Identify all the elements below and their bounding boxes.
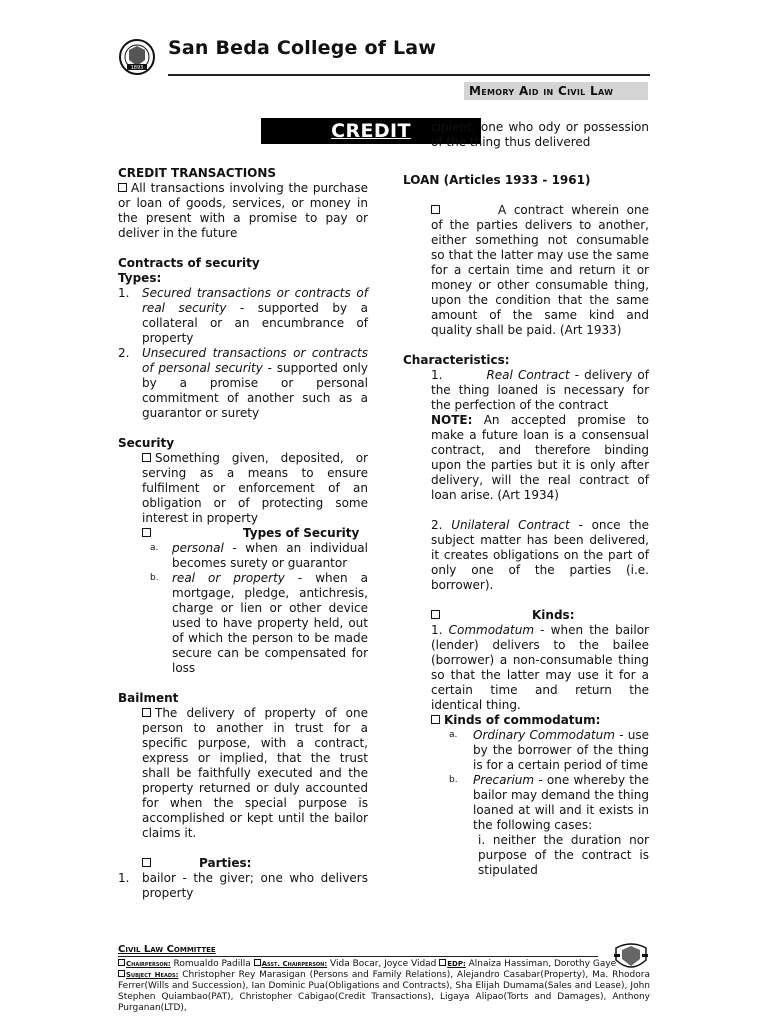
checkbox-bullet-icon — [431, 610, 440, 619]
footer — [118, 944, 650, 1014]
list-item: b. real or property - when a mortgage, pledge, antichresis, charge or lien or other device used to have property held, out of which the person to be made secure can be compensated for loss — [150, 571, 368, 675]
list-item: 1. Commodatum - when the bailor (lender) delivers to the bailee (borrower) a non-consumable thing so that the latter may use it for a certain time and return the identical thing. — [431, 623, 649, 712]
footer-divider — [118, 956, 598, 957]
list-item: a. Ordinary Commodatum - use by the borrower of the thing is for a certain period of time — [449, 728, 649, 772]
list-item: a. personal - when an individual becomes surety or guarantor — [150, 541, 368, 570]
svg-text:1893: 1893 — [130, 65, 144, 71]
memory-aid-label: Memory Aid in Civil Law — [464, 82, 648, 100]
list-item: b. Precarium - one whereby the bailor may demand the thing loaned at will and it exists in the following cases: — [449, 773, 649, 832]
right-column — [403, 120, 649, 878]
checkbox-bullet-icon — [142, 708, 151, 717]
list-item: i. neither the duration nor purpose of the contract is stipulated — [478, 833, 649, 877]
college-seal-icon — [118, 38, 156, 76]
checkbox-bullet-icon — [118, 183, 127, 192]
committee-title: Civil Law Committee — [118, 944, 216, 955]
list-item: 2. Unilateral Contract - once the subject matter has been delivered, it creates obligations on the part of only one of the parties (i.e. borrower). — [431, 518, 649, 592]
checkbox-bullet-icon — [431, 715, 440, 724]
left-column — [118, 166, 368, 901]
header-divider — [168, 74, 650, 76]
committee-officers: Chairperson: Romualdo Padilla Asst. Chairperson: Vida Bocar, Joyce Vidad EDP: Alnaiza Hassiman, Dorothy Gaye — [118, 959, 650, 970]
checkbox-bullet-icon — [118, 970, 125, 977]
section-heading: CREDIT TRANSACTIONS — [118, 166, 277, 180]
page-title: CREDIT TRANSACTIONS — [261, 118, 481, 144]
subject-heads: Subject Heads: Christopher Rey Marasigan (Persons and Family Relations), Alejandro Casabar(Property), Ma. Rhodora Ferrer(Wills and Succession), Ian Dominic Pua(Obligations and Contracts), Sha Elijah Dumama(Sales and Lease), John Stephen Quiambao(PAT), Christopher Cabigao(Credit Transactions), Ligaya Alipao(Torts and Damages), Anthony Purganan(LTD), — [118, 970, 650, 1013]
checkbox-bullet-icon — [254, 959, 261, 966]
continued-text: cipient; one who ody or possession of the thing thus delivered — [431, 120, 649, 149]
committee-seal-icon — [612, 940, 650, 974]
subheading: Types: — [118, 271, 162, 285]
list-item: 1. Real Contract - delivery of the thing loaned is necessary for the perfection of the contract — [431, 368, 649, 412]
checkbox-bullet-icon — [142, 858, 151, 867]
checkbox-bullet-icon — [142, 528, 151, 537]
checkbox-bullet-icon — [439, 959, 446, 966]
note: NOTE: An accepted promise to make a future loan is a consensual contract, and therefore binding upon the parties but it is only after delivery, will the real contract of loan arise. (Art 1934) — [431, 413, 649, 502]
subheading: Contracts of security — [118, 256, 260, 270]
definition: The delivery of property of one person to another in trust for a specific purpose, with a contract, express or implied, that the trust shall be faithfully executed and the property returned or duly accounted for when the special purpose is accomplished or kept until the bailor claims it. — [142, 706, 368, 840]
list-item: 1. Secured transactions or contracts of real security - supported by a collateral or an encumbrance of property — [118, 286, 368, 345]
subheading: Bailment — [118, 691, 179, 705]
definition: All transactions involving the purchase or loan of goods, services, or money in the present with a promise to pay or deliver in the future — [118, 181, 368, 240]
section-heading: LOAN (Articles 1933 - 1961) — [403, 173, 591, 187]
subheading: Parties: — [118, 856, 368, 871]
checkbox-bullet-icon — [142, 453, 151, 462]
definition: Something given, deposited, or serving as a means to ensure fulfilment or enforcement of an obligation or of protecting some interest in property — [142, 451, 368, 525]
list-item: 1. bailor - the giver; one who delivers property — [118, 871, 368, 900]
subheading: Kinds: — [403, 608, 649, 623]
school-name: San Beda College of Law — [168, 37, 437, 59]
list-item: 2. Unsecured transactions or contracts of personal security - supported only by a promise or personal commitment of another such as a guarantor or surety — [118, 346, 368, 420]
checkbox-bullet-icon — [431, 205, 440, 214]
subheading: Types of Security — [118, 526, 368, 541]
subheading: Kinds of commodatum: — [403, 713, 649, 728]
subheading: Security — [118, 436, 175, 450]
definition: A contract wherein one of the parties delivers to another, either something not consumable so that the latter may use the same for a certain time and return it or money or other consumable thing, upon the condition that the same amount of the same kind and quality shall be paid. (Art 1933) — [431, 203, 649, 337]
checkbox-bullet-icon — [118, 959, 125, 966]
subheading: Characteristics: — [403, 353, 510, 367]
